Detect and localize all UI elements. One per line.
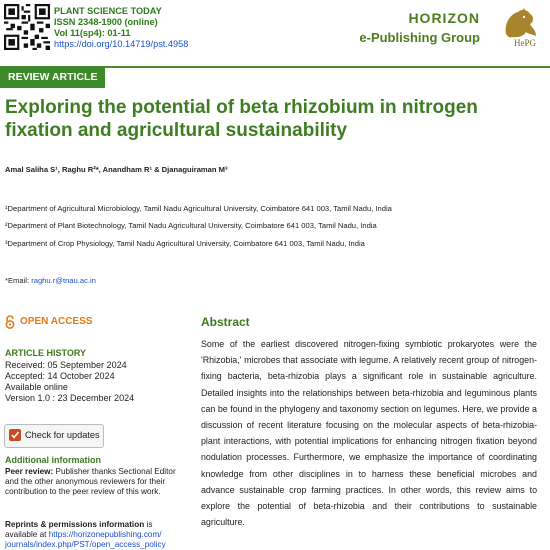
version-date: Version 1.0 : 23 December 2024 [5,393,135,403]
publisher-name [359,10,480,45]
affiliation-2: ²Department of Plant Biotechnology, Tamil Nadu Agricultural University, Coimbatore 641 003, Tamil Nadu, India [5,221,377,230]
journal-volume: Vol 11(sp4): 01-11 [54,28,131,38]
abstract-text: Some of the earliest discovered nitrogen-fixing symbiotic prokaryotes were the 'Rhizobia,' microbes that associate with legume. A relatively recent group of nitrogen-fixing bacteria, beta-rhizobia plays a significant role in sustainable agriculture. Detailed insights into the relationships between beta-rhizobia and leguminous plants can be found in the phylogeny and taxonomy section on legumes. Here, we provide a discussion of recent literature focusing on the molecular aspects of beta-rhizobia-plant interactions, with potential implications for enhancing nitrogen fixation beyond nodulation processes. Furthermore, we emphasize the importance of coordinating knowledge from other disciplines in to harness these beneficial microbes and advance sustainable crop farming practices. In other words, this review aims to explore the potential of beta-rhizobia and their contributions to sustainable agriculture. [201,339,537,528]
peer-review-text: Publisher thanks Sectional Editor and the other anonymous reviewers for their contribution to the peer review of this work. [5,467,176,496]
received-date: Received: 05 September 2024 [5,360,127,370]
reprints-label: Reprints & permissions information [5,520,145,529]
article-type-badge: REVIEW ARTICLE [0,66,105,88]
doi-link[interactable]: https://doi.org/10.14719/pst.4958 [54,39,189,49]
journal-info [54,6,188,50]
article-history [5,360,134,404]
author-list: Amal Saliha S¹, Raghu R²*, Anandham R¹ & Djanaguiraman M³ [5,165,228,174]
article-history-heading: ARTICLE HISTORY [5,348,87,358]
journal-name: PLANT SCIENCE TODAY [54,6,162,16]
open-access-icon [5,315,15,329]
check-for-updates-button[interactable] [4,424,104,448]
email-line [5,276,96,285]
journal-issn: ISSN 2348-1900 (online) [54,17,158,27]
email-label: *Email: [5,276,30,285]
check-updates-icon [8,428,22,442]
peer-review-note [5,467,185,497]
reprints-link[interactable]: https://horizonepublishing.com/ journals/index.php/PST/open_access_policy [5,530,166,549]
available-online: Available online [5,382,68,392]
reprints-note [5,520,185,550]
affiliation-1: ¹Department of Agricultural Microbiology, Tamil Nadu Agricultural University, Coimbatore 641 003, Tamil Nadu, India [5,204,392,213]
peer-review-label: Peer review: [5,467,54,476]
publisher-line2: e-Publishing Group [359,30,480,45]
article-title: Exploring the potential of beta rhizobium in nitrogen fixation and agricultural sustainability [5,97,478,141]
open-access-label: OPEN ACCESS [20,316,93,327]
accepted-date: Accepted: 14 October 2024 [5,371,115,381]
reprints-text: is available at [5,520,153,539]
abstract-heading: Abstract [201,315,250,329]
publisher-line1: HORIZON [408,10,480,26]
additional-info-heading: Additional information [5,455,101,465]
hepg-logo-text: HePG [514,38,536,48]
qr-code [4,4,50,50]
email-link[interactable]: raghu.r@tnau.ac.in [31,276,96,285]
affiliation-3: ³Department of Crop Physiology, Tamil Nadu Agricultural University, Coimbatore 641 003, Tamil Nadu, India [5,239,365,248]
check-for-updates-label: Check for updates [25,430,100,440]
